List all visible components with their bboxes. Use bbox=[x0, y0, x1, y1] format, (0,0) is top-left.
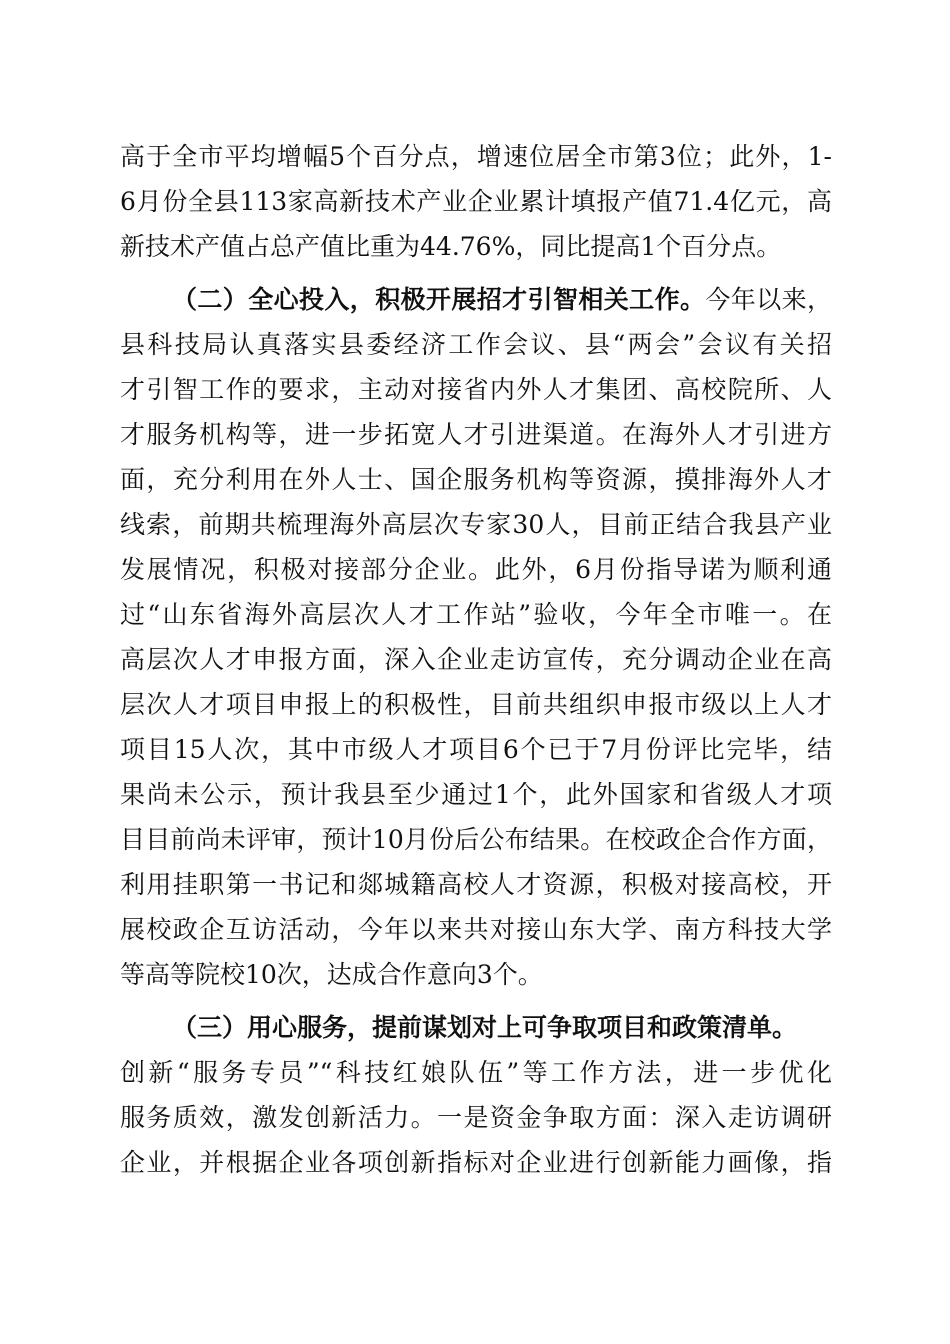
body-text bbox=[120, 134, 832, 1185]
text-run: 今年以来， bbox=[705, 285, 832, 314]
text-line: 创新“服务专员”“科技红娘队伍”等工作方法，进一步优化 bbox=[120, 1058, 832, 1087]
section-heading: （三）用心服务，提前谋划对上可争取项目和政策清单。 bbox=[172, 1013, 798, 1042]
text-line: 面，充分利用在外人士、国企服务机构等资源，摸排海外人才 bbox=[120, 465, 832, 494]
text-line: 才服务机构等，进一步拓宽人才引进渠道。在海外人才引进方 bbox=[120, 420, 832, 449]
text-line: 县科技局认真落实县委经济工作会议、县“两会”会议有关招 bbox=[120, 330, 832, 359]
section-heading: （二）全心投入，积极开展招才引智相关工作。 bbox=[172, 285, 706, 314]
section-heading-line bbox=[120, 277, 832, 322]
text-line: 服务质效，激发创新活力。一是资金争取方面：深入走访调研 bbox=[120, 1103, 832, 1132]
text-line: 高于全市平均增幅5个百分点，增速位居全市第3位；此外，1- bbox=[120, 142, 832, 171]
text-line: 展校政企互访活动，今年以来共对接山东大学、南方科技大学 bbox=[120, 915, 832, 944]
section-heading-line bbox=[120, 1005, 832, 1050]
text-line: 目目前尚未评审，预计10月份后公布结果。在校政企合作方面， bbox=[120, 825, 832, 854]
text-line: 果尚未公示，预计我县至少通过1个，此外国家和省级人才项 bbox=[120, 780, 832, 809]
text-line: 新技术产值占总产值比重为44.76%，同比提高1个百分点。 bbox=[120, 232, 782, 261]
text-line: 高层次人才申报方面，深入企业走访宣传，充分调动企业在高 bbox=[120, 645, 832, 674]
text-line: 才引智工作的要求，主动对接省内外人才集团、高校院所、人 bbox=[120, 375, 832, 404]
text-line: 层次人才项目申报上的积极性，目前共组织申报市级以上人才 bbox=[120, 690, 832, 719]
text-line: 等高等院校10次，达成合作意向3个。 bbox=[120, 960, 543, 989]
text-line: 利用挂职第一书记和郯城籍高校人才资源，积极对接高校，开 bbox=[120, 870, 832, 899]
text-line: 企业，并根据企业各项创新指标对企业进行创新能力画像，指 bbox=[120, 1148, 832, 1177]
text-line: 发展情况，积极对接部分企业。此外，6月份指导诺为顺利通 bbox=[120, 555, 832, 584]
text-line: 线索，前期共梳理海外高层次专家30人，目前正结合我县产业 bbox=[120, 510, 832, 539]
text-line: 过“山东省海外高层次人才工作站”验收，今年全市唯一。在 bbox=[120, 600, 832, 629]
text-line: 项目15人次，其中市级人才项目6个已于7月份评比完毕，结 bbox=[120, 735, 832, 764]
text-line: 6月份全县113家高新技术产业企业累计填报产值71.4亿元，高 bbox=[120, 187, 832, 216]
